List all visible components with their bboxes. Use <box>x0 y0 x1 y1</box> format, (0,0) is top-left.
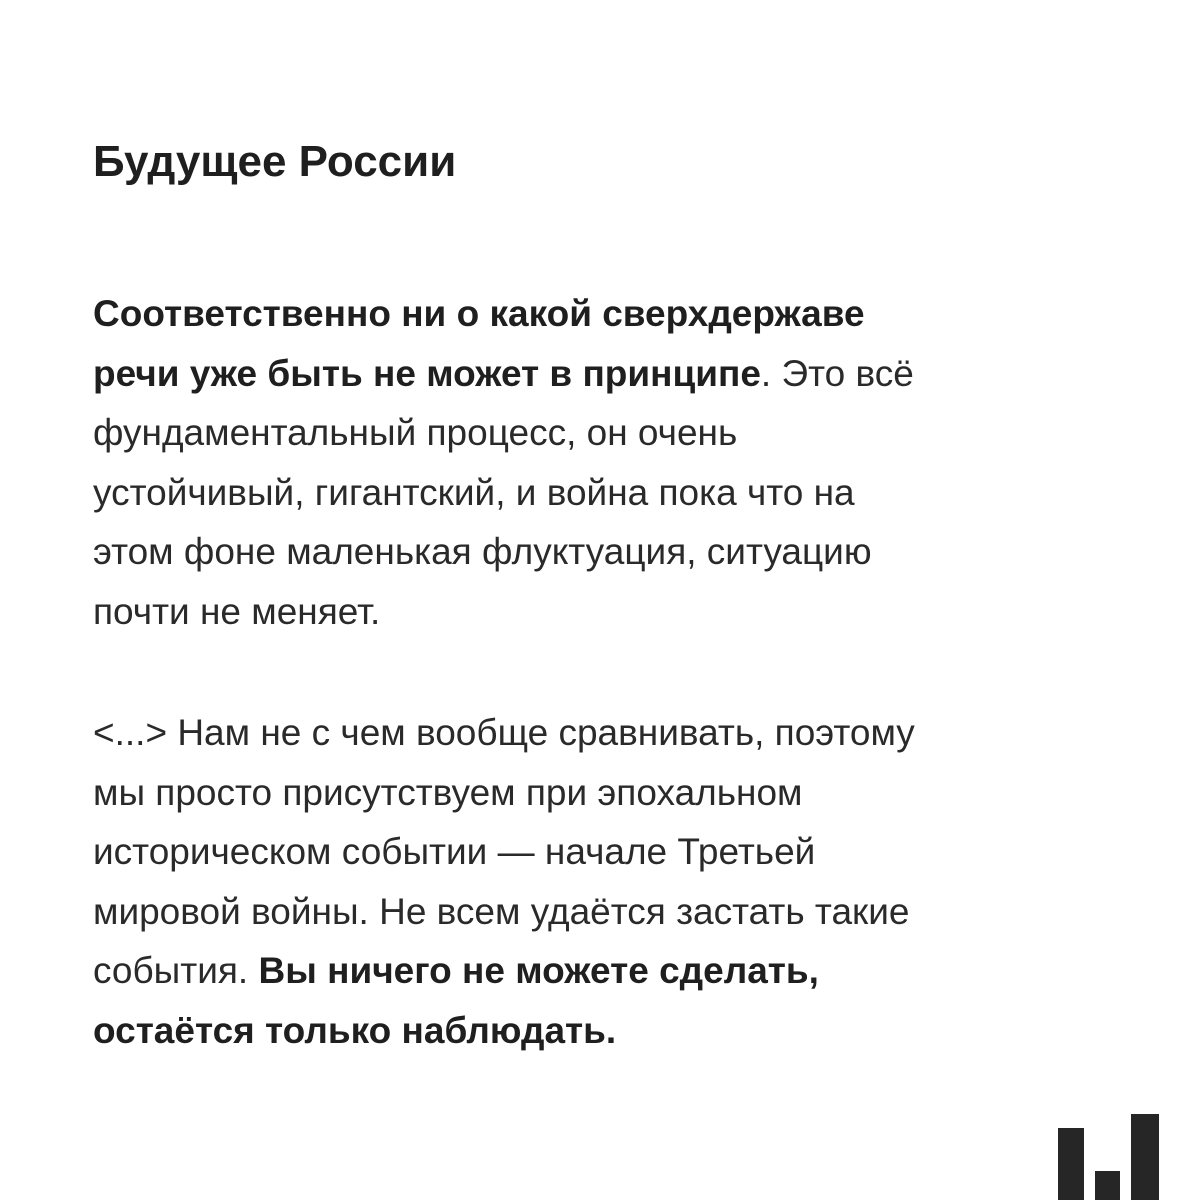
logo-bar-left <box>1058 1128 1084 1200</box>
logo-bar-right <box>1131 1114 1159 1200</box>
text-line <box>93 582 1093 642</box>
text-line <box>93 763 1093 823</box>
paragraph-1 <box>93 284 1093 641</box>
text-line <box>93 344 1093 404</box>
text-line <box>93 284 1093 344</box>
logo-bar-middle <box>1095 1171 1120 1200</box>
plain-text: этом фоне маленькая флуктуация, ситуацию <box>93 531 872 572</box>
plain-text: фундаментальный процесс, он очень <box>93 412 738 453</box>
text-line <box>93 882 1093 942</box>
plain-text: <...> Нам не с чем вообще сравнивать, поэтому <box>93 712 915 753</box>
bold-text: речи уже быть не может в принципе <box>93 352 761 394</box>
page-title: Будущее России <box>93 137 457 186</box>
text-line <box>93 463 1093 523</box>
text-line <box>93 941 1093 1001</box>
plain-text: почти не меняет. <box>93 590 381 632</box>
text-line <box>93 403 1093 463</box>
plain-text: мы просто присутствуем при эпохальном <box>93 771 803 813</box>
plain-text: . Это всё <box>760 352 914 394</box>
bold-text: Соответственно ни о какой сверхдержаве <box>93 293 865 334</box>
bold-text: остаётся только наблюдать. <box>93 1009 617 1051</box>
plain-text: мировой войны. Не всем удаётся застать такие <box>93 890 910 932</box>
text-line <box>93 703 1093 763</box>
plain-text: историческом событии — начале Третьей <box>93 831 816 872</box>
bar-chart-logo-icon <box>1058 1114 1159 1200</box>
bold-text: Вы ничего не можете сделать, <box>258 950 819 991</box>
text-line <box>93 522 1093 582</box>
plain-text: устойчивый, гигантский, и война пока что на <box>93 471 855 513</box>
paragraph-2 <box>93 703 1093 1060</box>
text-line <box>93 822 1093 882</box>
plain-text: события. <box>93 950 259 991</box>
text-line <box>93 1001 1093 1061</box>
